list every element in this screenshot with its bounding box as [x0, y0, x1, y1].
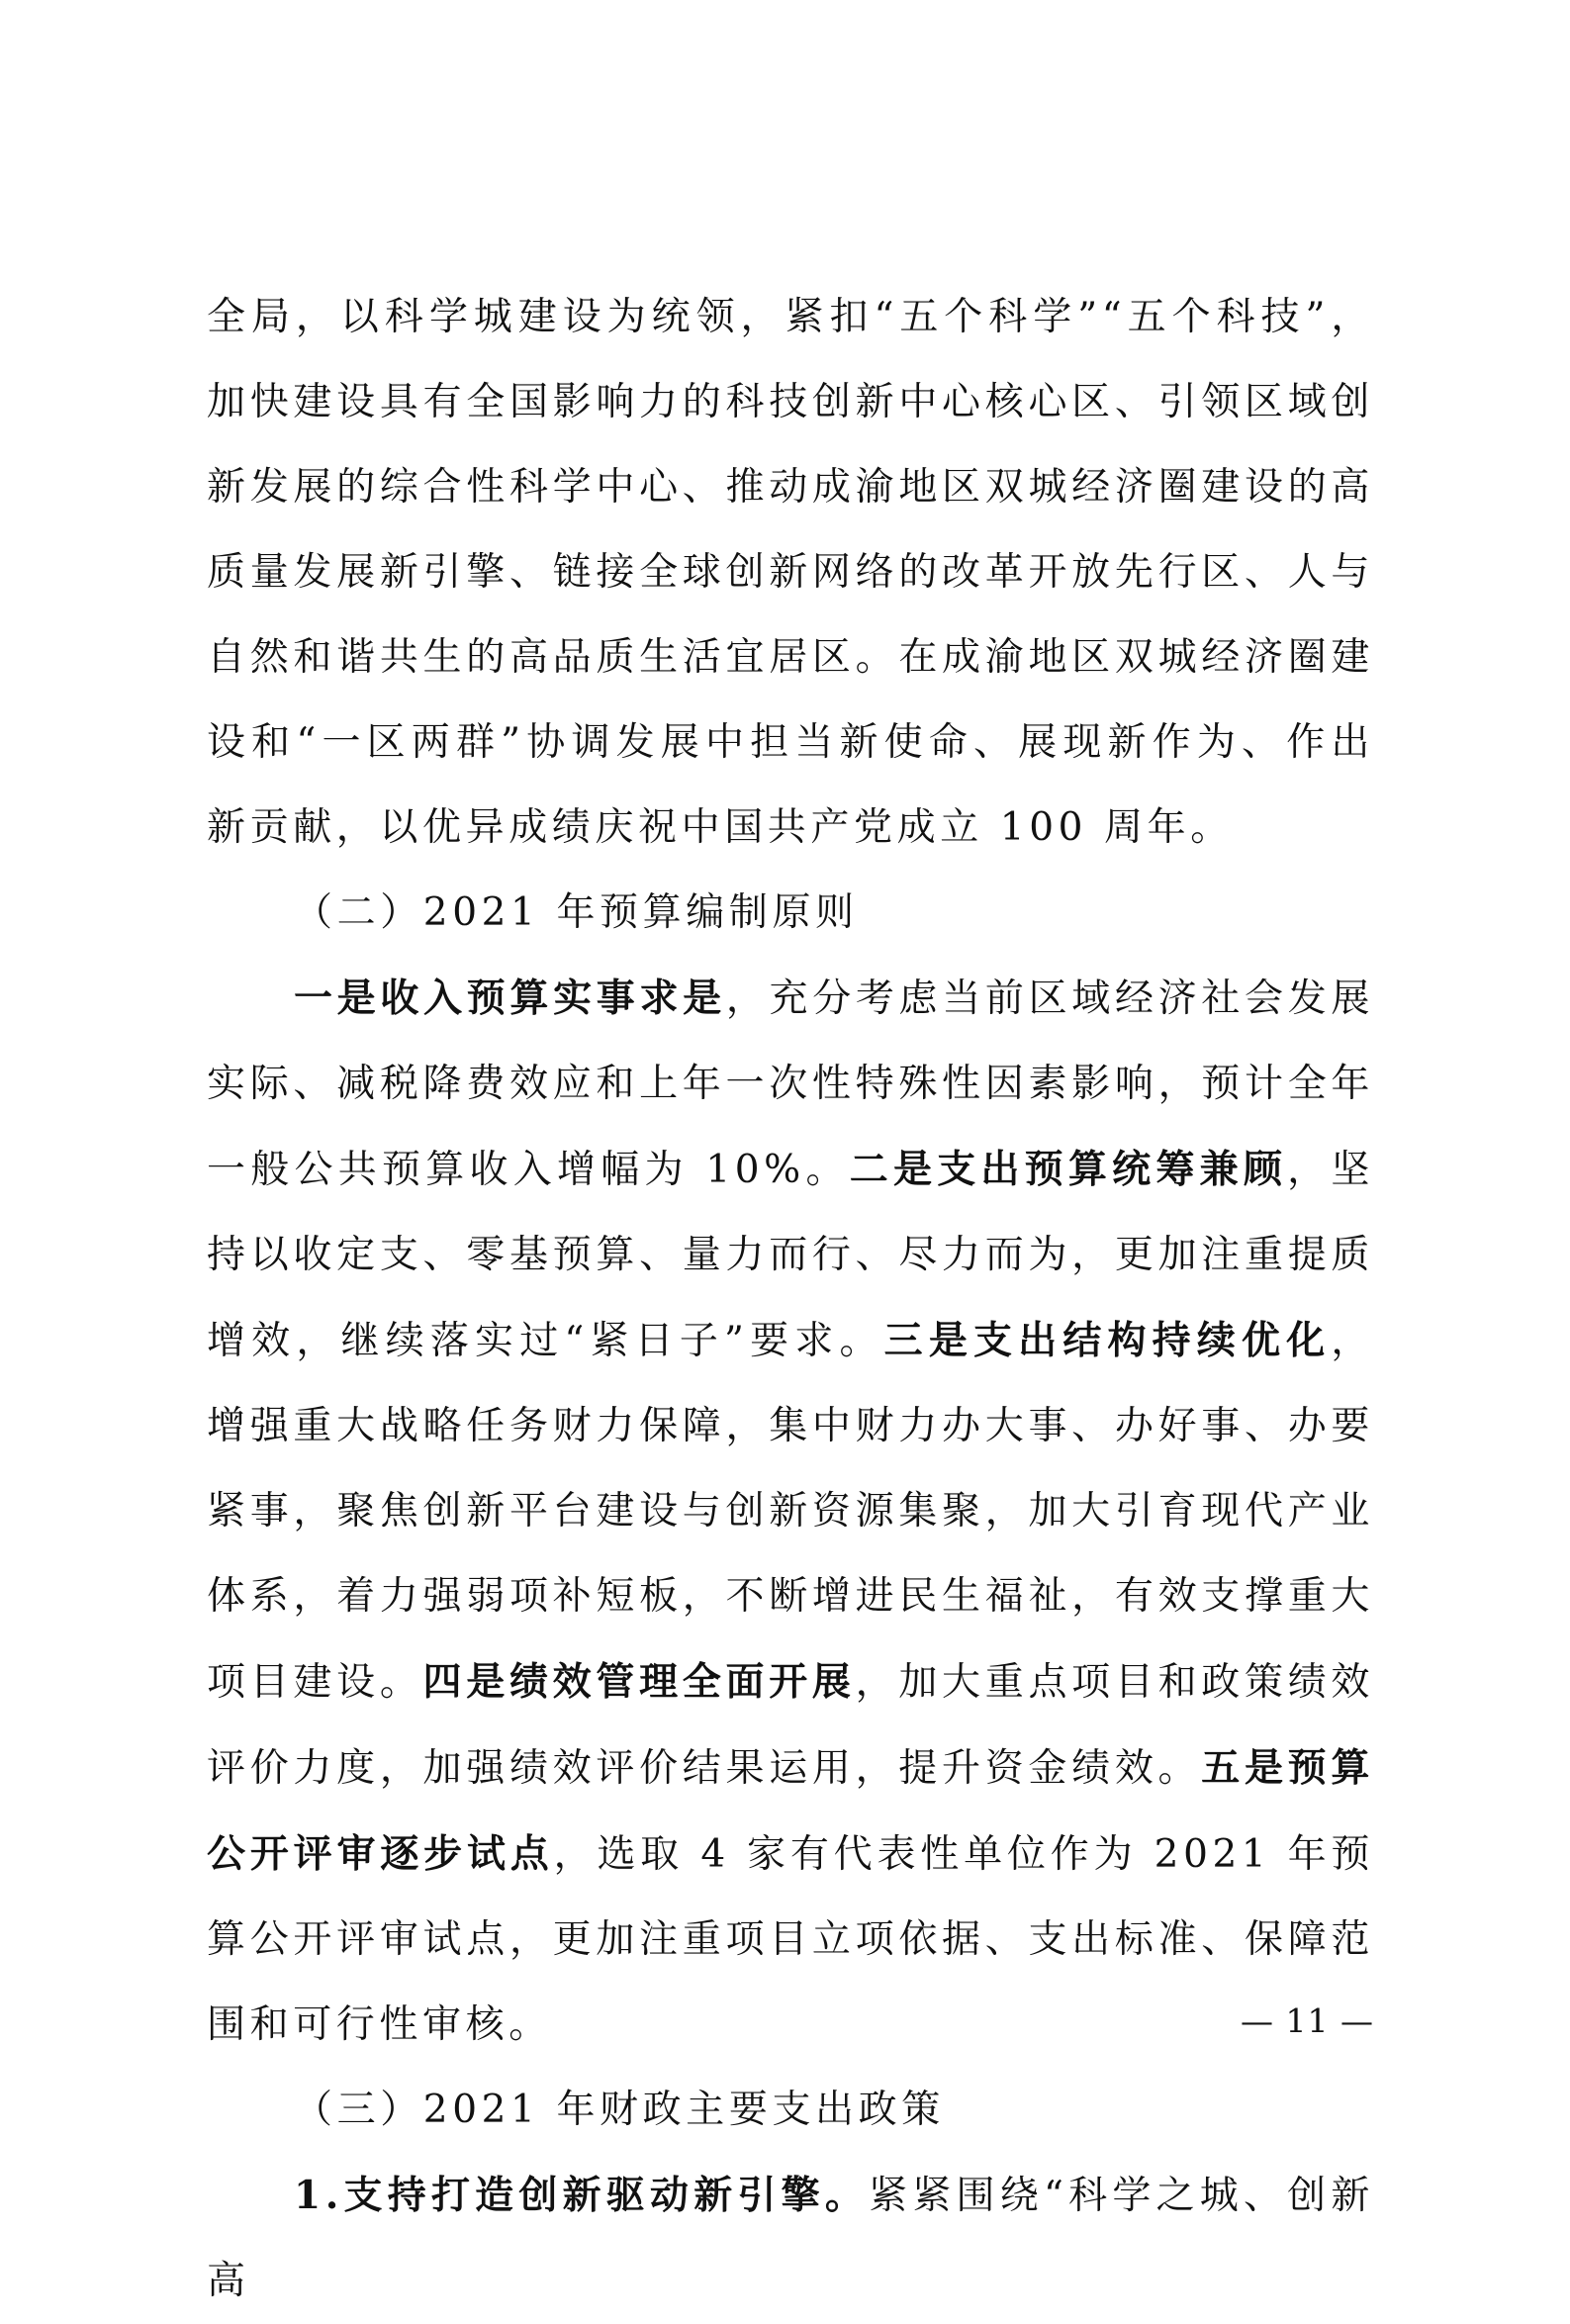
paragraph-spending-policy-1	[207, 2153, 1374, 2324]
policy-1-text: 紧紧围绕“科学之城、创新高	[207, 2174, 1375, 2303]
policy-1-title: 1.支持打造创新驱动新引擎。	[294, 2173, 870, 2218]
section-heading-budget-principles: （二）2021 年预算编制原则	[294, 890, 859, 935]
principle-4-text: ，加大重点项目和政策绩效评价力度，加强绩效评价结果运用，提升资金绩效。	[207, 1660, 1374, 1791]
principle-4-title: 四是绩效管理全面开展	[422, 1659, 856, 1705]
document-body	[207, 275, 1374, 2324]
principle-1-text: ，充分考虑当前区域经济社会发展实际、减税降费效应和上年一次性特殊性因素影响，预计全年一般公共预算收入增幅为 10%。	[207, 976, 1374, 1192]
principle-5-text: ，选取 4 家有代表性单位作为 2021 年预算公开评审试点，更加注重项目立项依据、支出标准、保障范围和可行性审核。	[207, 1832, 1374, 2047]
principle-2-title: 二是支出预算统筹兼顾	[849, 1147, 1288, 1192]
principle-5-title: 五是预算公开评审逐步试点	[207, 1745, 1374, 1877]
principle-2-text: ，坚持以收定支、零基预算、量力而行、尽力而为，更加注重提质增效，继续落实过“紧日子”要求。	[207, 1148, 1375, 1363]
paragraph-overview: 全局，以科学城建设为统领，紧扣“五个科学”“五个科技”，加快建设具有全国影响力的科技创新中心核心区、引领区域创新发展的综合性科学中心、推动成渝地区双城经济圈建设的高质量发展新引擎、链接全球创新网络的改革开放先行区、人与自然和谐共生的高品质生活宜居区。在成渝地区双城经济圈建设和“一区两群”协调发展中担当新使命、展现新作为、作出新贡献，以优异成绩庆祝中国共产党成立 100 周年。	[207, 295, 1374, 850]
page-number: — 11 —	[1241, 2001, 1374, 2040]
paragraph-budget-principles	[207, 956, 1374, 2068]
principle-1-title: 一是收入预算实事求是	[294, 976, 726, 1021]
principle-3-title: 三是支出结构持续优化	[883, 1318, 1332, 1363]
principle-3-text: ，增强重大战略任务财力保障，集中财力办大事、办好事、办要紧事，聚焦创新平台建设与创新资源集聚，加大引育现代产业体系，着力强弱项补短板，不断增进民生福祉，有效支撑重大项目建设。	[207, 1319, 1374, 1705]
section-heading-spending-policies: （三）2021 年财政主要支出政策	[294, 2088, 945, 2132]
